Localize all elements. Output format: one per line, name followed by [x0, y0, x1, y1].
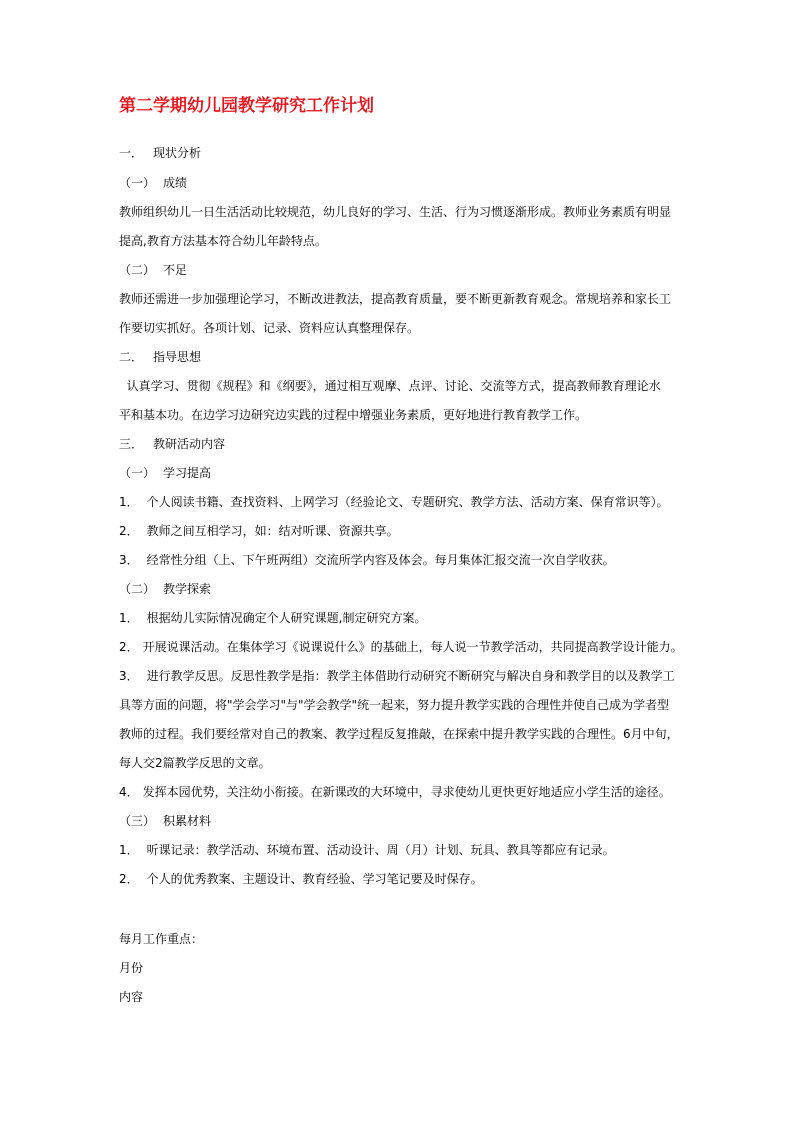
list-item: [119, 494, 669, 510]
monthly-focus-heading: 每月工作重点：: [119, 932, 204, 946]
list-number: 1．: [119, 843, 139, 857]
subsection-3-3-heading: [119, 813, 211, 829]
subsection-number: （二）: [119, 263, 156, 277]
list-number: 3．: [119, 669, 139, 683]
paragraph-line: 具等方面的问题，将"学会学习"与"学会教学"统一起来，努力提升教学实践的合理性并使自己成为学者型: [119, 698, 670, 712]
list-text: 经常性分组（上、下午班两组）交流所学内容及体会。每月集体汇报交流一次自学收获。: [146, 553, 615, 567]
document-title: 第二学期幼儿园教学研究工作计划: [119, 96, 374, 116]
subsection-3-2-heading: [119, 581, 211, 597]
subsection-number: （一）: [119, 176, 156, 190]
paragraph-line: 每人交2篇教学反思的文章。: [119, 756, 271, 770]
list-text: 根据幼儿实际情况确定个人研究课题,制定研究方案。: [146, 611, 427, 625]
list-item: [119, 523, 399, 539]
paragraph-line: 认真学习、贯彻《规程》和《纲要》，通过相互观摩、点评、讨论、交流等方式，提高教师教育理论水: [119, 379, 661, 393]
list-text: 听课记录：教学活动、环境布置、活动设计、周（月）计划、玩具、教具等都应有记录。: [146, 843, 615, 857]
subsection-1-2-heading: [119, 262, 187, 278]
section-number: 一．: [119, 146, 144, 160]
list-text: 进行教学反思。反思性教学是指：教学主体借助行动研究不断研究与解决自身和教学目的以及教学工: [146, 669, 675, 683]
list-number: 2．: [119, 872, 139, 886]
subsection-number: （一）: [119, 466, 156, 480]
monthly-month-label: 月份: [119, 961, 144, 975]
list-item: [119, 552, 615, 568]
paragraph-line: 作要切实抓好。各项计划、记录、资料应认真整理保存。: [119, 321, 420, 335]
list-item: [119, 871, 483, 887]
list-number: 2．: [119, 640, 139, 654]
subsection-number: （二）: [119, 582, 156, 596]
subsection-label: 成绩: [163, 176, 188, 190]
subsection-label: 学习提高: [163, 466, 212, 480]
list-text: 开展说课活动。在集体学习《说课说什么》的基础上，每人说一节教学活动，共同提高教学设计能力。: [142, 640, 683, 654]
paragraph-line: 教师还需进一步加强理论学习，不断改进教法，提高教育质量，要不断更新教育观念。常规培养和家长工: [119, 292, 672, 306]
list-item: [119, 610, 426, 626]
list-number: 3．: [119, 553, 139, 567]
subsection-3-1-heading: [119, 465, 211, 481]
list-item: [119, 842, 615, 858]
section-label: 指导思想: [153, 350, 202, 364]
section-1-heading: [119, 145, 201, 161]
list-number: 4．: [119, 785, 139, 799]
section-number: 二．: [119, 350, 144, 364]
paragraph-line: 教师的过程。我们要经常对自己的教案、教学过程反复推敲，在探索中提升教学实践的合理性。6月中旬，: [119, 727, 679, 741]
list-text: 个人阅读书籍、查找资料、上网学习（经验论文、专题研究、教学方法、活动方案、保育常识等）。: [146, 495, 669, 509]
list-number: 2．: [119, 524, 139, 538]
list-number: 1．: [119, 495, 139, 509]
list-text: 个人的优秀教案、主题设计、教育经验、学习笔记要及时保存。: [146, 872, 483, 886]
list-item: [119, 784, 671, 800]
list-number: 1．: [119, 611, 139, 625]
subsection-label: 积累材料: [163, 814, 212, 828]
subsection-label: 不足: [163, 263, 188, 277]
list-item: [119, 639, 683, 655]
section-3-heading: [119, 436, 225, 452]
section-2-heading: [119, 349, 201, 365]
list-text: 教师之间互相学习，如：结对听课、资源共享。: [146, 524, 399, 538]
subsection-number: （三）: [119, 814, 156, 828]
paragraph-line: 平和基本功。在边学习边研究边实践的过程中增强业务素质，更好地进行教育教学工作。: [119, 408, 588, 422]
section-label: 教研活动内容: [153, 437, 226, 451]
paragraph-line: 教师组织幼儿一日生活活动比较规范，幼儿良好的学习、生活、行为习惯逐渐形成。教师业务素质有明显: [119, 205, 672, 219]
paragraph-line: 提高,教育方法基本符合幼儿年龄特点。: [119, 234, 327, 248]
section-number: 三．: [119, 437, 144, 451]
list-text: 发挥本园优势，关注幼小衔接。在新课改的大环境中，寻求使幼儿更快更好地适应小学生活的途径。: [142, 785, 671, 799]
section-label: 现状分析: [153, 146, 202, 160]
monthly-content-label: 内容: [119, 990, 144, 1004]
subsection-1-1-heading: [119, 175, 187, 191]
list-item: [119, 668, 675, 684]
subsection-label: 教学探索: [163, 582, 212, 596]
